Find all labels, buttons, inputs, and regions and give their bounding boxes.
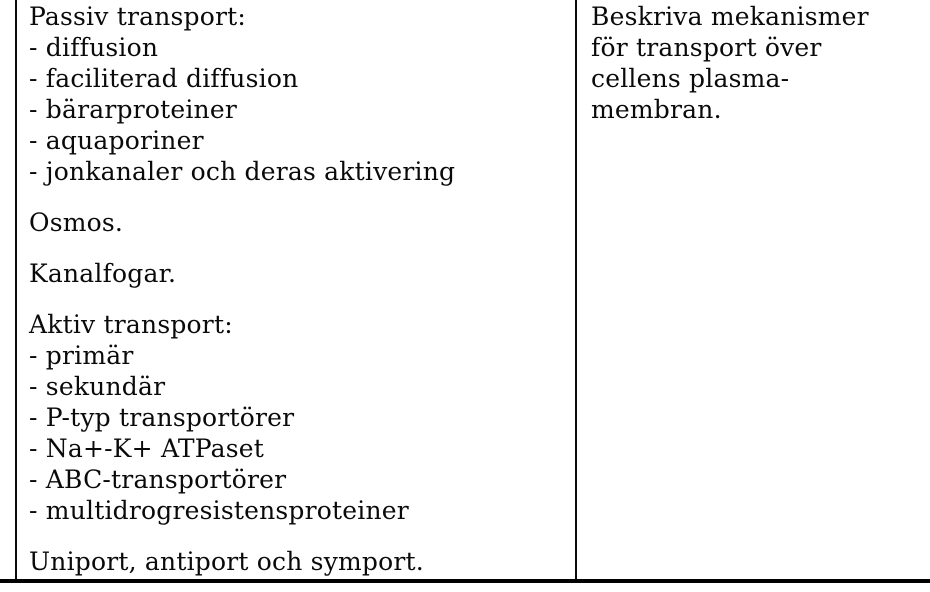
paragraph-aktiv-transport xyxy=(29,309,564,526)
text-line: Osmos. xyxy=(29,208,124,237)
paragraph-kanalfogar xyxy=(29,258,564,289)
text-line: - sekundär xyxy=(29,372,166,401)
text-line: Kanalfogar. xyxy=(29,259,177,288)
text-line: Aktiv transport: xyxy=(29,310,233,339)
table-border-left xyxy=(15,0,17,579)
text-line: - bärarproteiner xyxy=(29,95,237,124)
text-line: Passiv transport: xyxy=(29,2,247,31)
text-line: - aquaporiner xyxy=(29,126,204,155)
table-cell-learning-goal xyxy=(591,1,921,125)
text-line: - diffusion xyxy=(29,33,159,62)
table-border-bottom xyxy=(0,579,930,583)
text-line: - P-typ transportörer xyxy=(29,403,295,432)
text-line: - primär xyxy=(29,341,134,370)
paragraph-osmos xyxy=(29,207,564,238)
text-line: Beskriva mekanismer xyxy=(591,2,869,31)
text-line: Uniport, antiport och symport. xyxy=(29,547,424,576)
paragraph-uniport xyxy=(29,546,564,577)
text-line: - Na+-K+ ATPaset xyxy=(29,434,264,463)
text-line: - jonkanaler och deras aktivering xyxy=(29,157,456,186)
text-line: cellens plasma- xyxy=(591,64,790,93)
paragraph-beskriva xyxy=(591,1,921,125)
column-divider xyxy=(575,0,577,579)
paragraph-passiv-transport xyxy=(29,1,564,187)
table-cell-content-list xyxy=(29,1,564,577)
text-line: membran. xyxy=(591,95,722,124)
text-line: - multidrogresistensproteiner xyxy=(29,496,409,525)
text-line: - faciliterad diffusion xyxy=(29,64,299,93)
text-line: - ABC-transportörer xyxy=(29,465,287,494)
text-line: för transport över xyxy=(591,33,822,62)
